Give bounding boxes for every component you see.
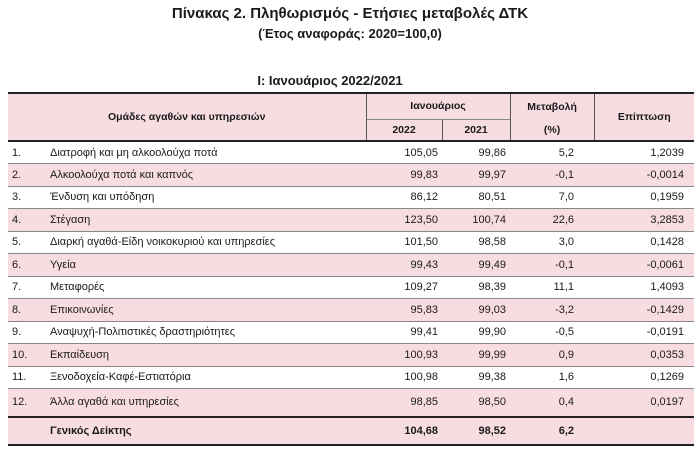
row-value-2021: 100,74 <box>442 209 510 232</box>
row-number: 7. <box>12 281 22 294</box>
row-name: Στέγαση <box>46 209 366 232</box>
row-impact: -0,0061 <box>594 254 694 277</box>
header-change: Μεταβολή <box>510 93 594 119</box>
table-row <box>8 321 694 344</box>
row-value-2021: 99,99 <box>442 344 510 367</box>
row-value-2021: 98,39 <box>478 281 507 294</box>
row-value-2021: 98,58 <box>478 236 507 249</box>
table-row <box>8 141 694 164</box>
table-row <box>8 276 694 299</box>
row-value-2021: 99,90 <box>478 326 507 339</box>
row-value-2022: 86,12 <box>410 191 439 204</box>
row-number: 12. <box>8 389 46 417</box>
section-title: Ι: Ιανουάριος 2022/2021 <box>257 73 403 88</box>
table-row <box>8 186 694 209</box>
row-number: 8. <box>8 299 46 322</box>
row-impact: 1,2039 <box>594 141 694 164</box>
row-number: 9. <box>12 326 22 339</box>
row-value-2022: 95,83 <box>366 299 442 322</box>
row-change: 0,9 <box>510 344 594 367</box>
row-impact: 0,1428 <box>650 236 685 249</box>
row-value-2022: 99,41 <box>410 326 439 339</box>
row-number: 11. <box>12 371 27 384</box>
total-change: 6,2 <box>510 417 594 445</box>
row-value-2021: 98,50 <box>442 389 510 417</box>
row-impact: 0,1959 <box>650 191 685 204</box>
header-2022: 2022 <box>366 119 442 141</box>
row-impact: -0,0014 <box>594 164 694 187</box>
row-name: Αλκοολούχα ποτά και καπνός <box>46 164 366 187</box>
total-name: Γενικός Δείκτης <box>46 417 366 445</box>
table-title: Πίνακας 2. Πληθωρισμός - Ετήσιες μεταβολές ΔΤΚ <box>171 5 529 22</box>
row-change: 11,1 <box>553 281 575 294</box>
row-value-2021: 80,51 <box>478 191 507 204</box>
row-change: 5,2 <box>510 141 594 164</box>
row-value-2021: 99,49 <box>442 254 510 277</box>
row-name: Αναψυχή-Πολιτιστικές δραστηριότητες <box>50 326 236 339</box>
header-change-unit: (%) <box>510 119 594 141</box>
row-name: Διατροφή και μη αλκοολούχα ποτά <box>46 141 366 164</box>
row-value-2022: 99,83 <box>366 164 442 187</box>
row-name: Επικοινωνίες <box>46 299 366 322</box>
row-change: 7,0 <box>558 191 575 204</box>
table-row <box>8 254 694 277</box>
header-impact: Επίπτωση <box>594 93 694 141</box>
row-impact: 0,0353 <box>594 344 694 367</box>
header-2021: 2021 <box>442 119 510 141</box>
row-impact: 3,2853 <box>594 209 694 232</box>
row-impact: -0,0191 <box>646 326 685 339</box>
row-value-2022: 109,27 <box>404 281 439 294</box>
row-number: 4. <box>8 209 46 232</box>
row-name: Υγεία <box>46 254 366 277</box>
table-row <box>8 231 694 254</box>
row-impact: 0,0197 <box>594 389 694 417</box>
row-value-2021: 99,03 <box>442 299 510 322</box>
row-number: 10. <box>8 344 46 367</box>
row-number: 1. <box>8 141 46 164</box>
row-name: Εκπαίδευση <box>46 344 366 367</box>
row-name: Άλλα αγαθά και υπηρεσίες <box>46 389 366 417</box>
row-value-2021: 99,86 <box>442 141 510 164</box>
header-january: Ιανουάριος <box>366 93 510 119</box>
total-impact <box>594 417 694 445</box>
row-change: 0,4 <box>510 389 594 417</box>
row-value-2021: 99,38 <box>478 371 507 384</box>
row-change: 3,0 <box>558 236 575 249</box>
total-row <box>8 417 694 445</box>
row-number: 5. <box>12 236 22 249</box>
row-value-2022: 99,43 <box>366 254 442 277</box>
row-change: 22,6 <box>510 209 594 232</box>
row-change: -0,1 <box>510 254 594 277</box>
table-subtitle: (Έτος αναφοράς: 2020=100,0) <box>258 26 442 41</box>
total-value-2022: 104,68 <box>366 417 442 445</box>
total-number <box>8 417 46 445</box>
cpi-table <box>8 92 694 446</box>
row-name: Ένδυση και υπόδηση <box>50 191 155 204</box>
row-change: 1,6 <box>558 371 575 384</box>
row-number: 3. <box>12 191 22 204</box>
row-name: Διαρκή αγαθά-Είδη νοικοκυριού και υπηρεσίες <box>50 236 276 249</box>
row-name: Ξενοδοχεία-Καφέ-Εστιατόρια <box>50 371 191 384</box>
table-row <box>8 209 694 232</box>
table-row <box>8 299 694 322</box>
row-value-2021: 99,97 <box>442 164 510 187</box>
table-row <box>8 389 694 417</box>
row-number: 6. <box>8 254 46 277</box>
row-impact: 0,1269 <box>650 371 685 384</box>
row-change: -3,2 <box>510 299 594 322</box>
row-value-2022: 98,85 <box>366 389 442 417</box>
table-row <box>8 344 694 367</box>
row-name: Μεταφορές <box>50 281 105 294</box>
row-value-2022: 100,93 <box>366 344 442 367</box>
total-value-2021: 98,52 <box>442 417 510 445</box>
row-value-2022: 101,50 <box>404 236 439 249</box>
row-change: -0,5 <box>555 326 575 339</box>
table-row <box>8 164 694 187</box>
row-value-2022: 123,50 <box>366 209 442 232</box>
header-groups: Ομάδες αγαθών και υπηρεσιών <box>8 93 366 141</box>
row-change: -0,1 <box>510 164 594 187</box>
row-value-2022: 105,05 <box>366 141 442 164</box>
row-value-2022: 100,98 <box>404 371 439 384</box>
row-impact: 1,4093 <box>650 281 685 294</box>
row-number: 2. <box>8 164 46 187</box>
row-impact: -0,1429 <box>594 299 694 322</box>
table-row <box>8 366 694 389</box>
